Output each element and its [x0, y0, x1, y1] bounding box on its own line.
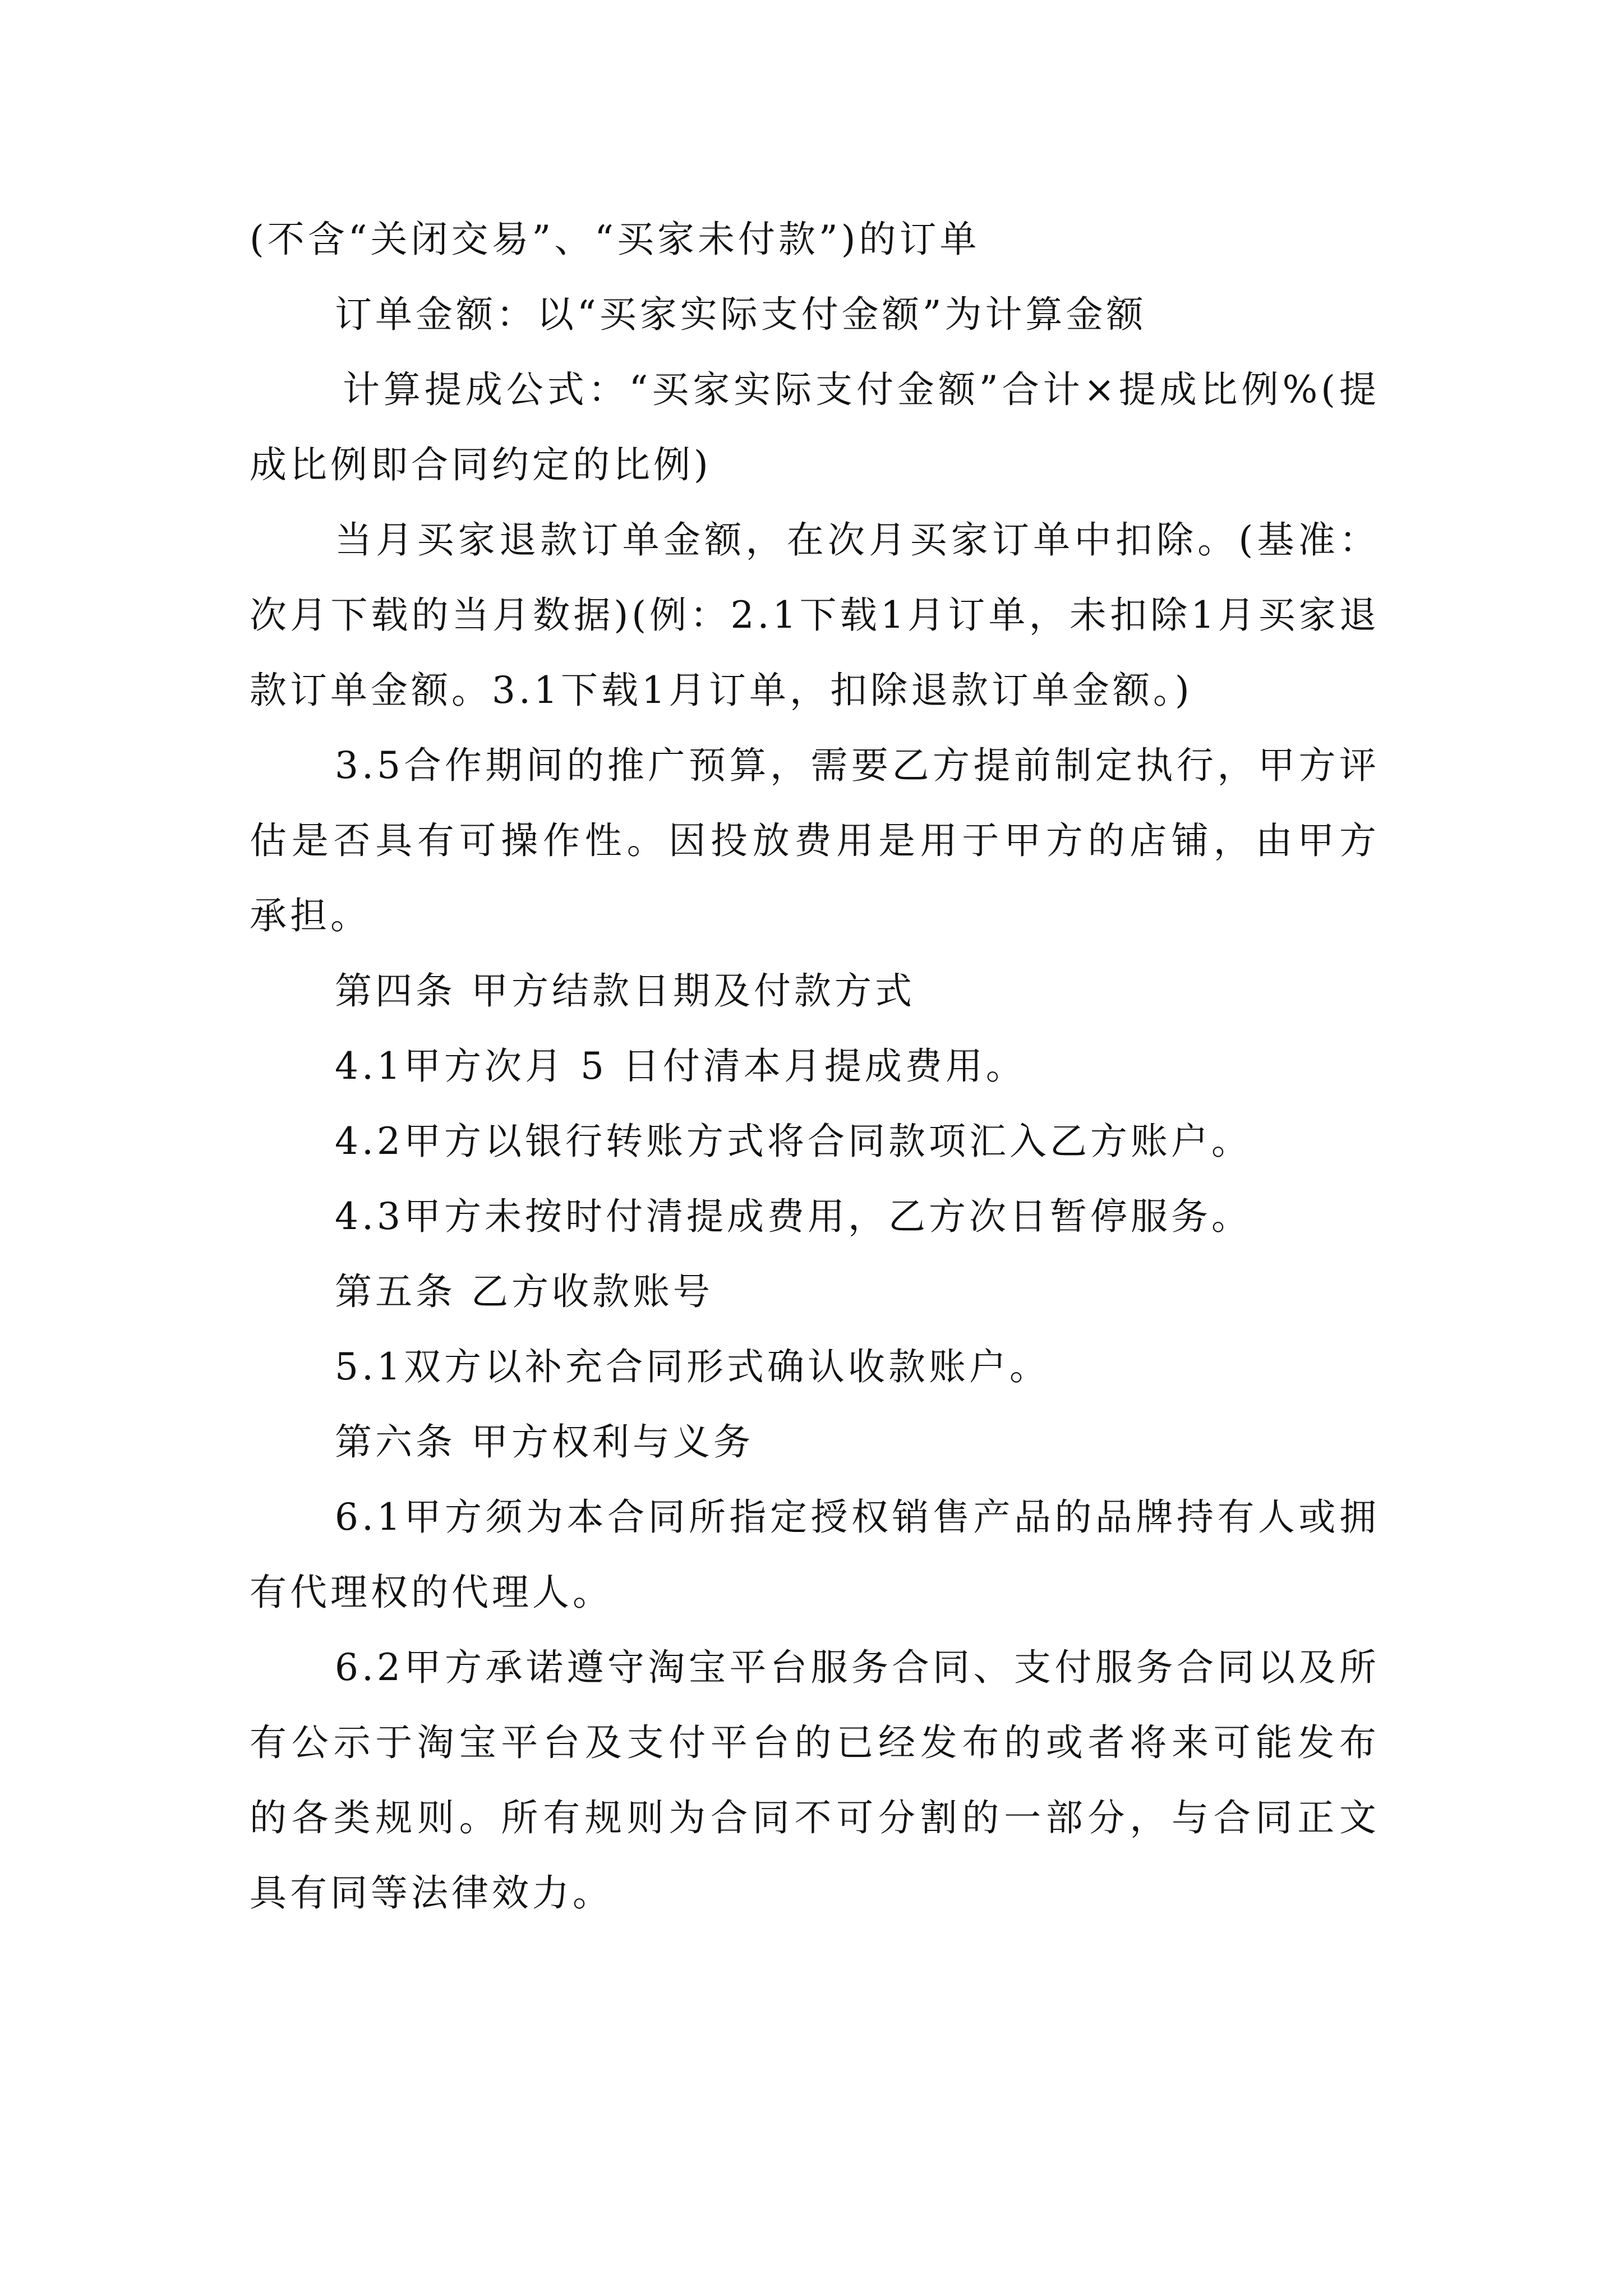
paragraph-clause-4-2: 4.2甲方以银行转账方式将合同款项汇入乙方账户。 [335, 1120, 1252, 1163]
paragraph-order-amount: 订单金额：以“买家实际支付金额”为计算金额 [335, 293, 1147, 336]
heading-article-4: 第四条 甲方结款日期及付款方式 [335, 969, 915, 1013]
document-body [250, 202, 1380, 1931]
paragraph-refund-deduction: 当月买家退款订单金额，在次月买家订单中扣除。(基准：次月下载的当月数据)(例：2.1下载1月订单，未扣除1月买家退款订单金额。3.1下载1月订单，扣除退款订单金额。) [250, 518, 1380, 712]
paragraph-clause-4-1: 4.1甲方次月 5 日付清本月提成费用。 [335, 1045, 1026, 1088]
paragraph-clause-3-5: 3.5合作期间的推广预算，需要乙方提前制定执行，甲方评估是否具有可操作性。因投放费用是用于甲方的店铺，由甲方承担。 [250, 744, 1380, 937]
paragraph-commission-formula: 计算提成公式：“买家实际支付金额”合计×提成比例%(提成比例即合同约定的比例) [250, 368, 1380, 486]
paragraph-clause-6-1: 6.1甲方须为本合同所指定授权销售产品的品牌持有人或拥有代理权的代理人。 [250, 1496, 1380, 1614]
paragraph-clause-6-2: 6.2甲方承诺遵守淘宝平台服务合同、支付服务合同以及所有公示于淘宝平台及支付平台的已经发布的或者将来可能发布的各类规则。所有规则为合同不可分割的一部分，与合同正文具有同等法律效力。 [250, 1646, 1380, 1915]
paragraph-clause-5-1: 5.1双方以补充合同形式确认收款账户。 [335, 1345, 1050, 1388]
heading-article-6: 第六条 甲方权利与义务 [335, 1420, 754, 1464]
paragraph-clause-4-3: 4.3甲方未按时付清提成费用，乙方次日暂停服务。 [335, 1195, 1252, 1238]
heading-article-5: 第五条 乙方收款账号 [335, 1270, 713, 1313]
paragraph-order-scope: (不含“关闭交易”、“买家未付款”)的订单 [250, 218, 980, 261]
